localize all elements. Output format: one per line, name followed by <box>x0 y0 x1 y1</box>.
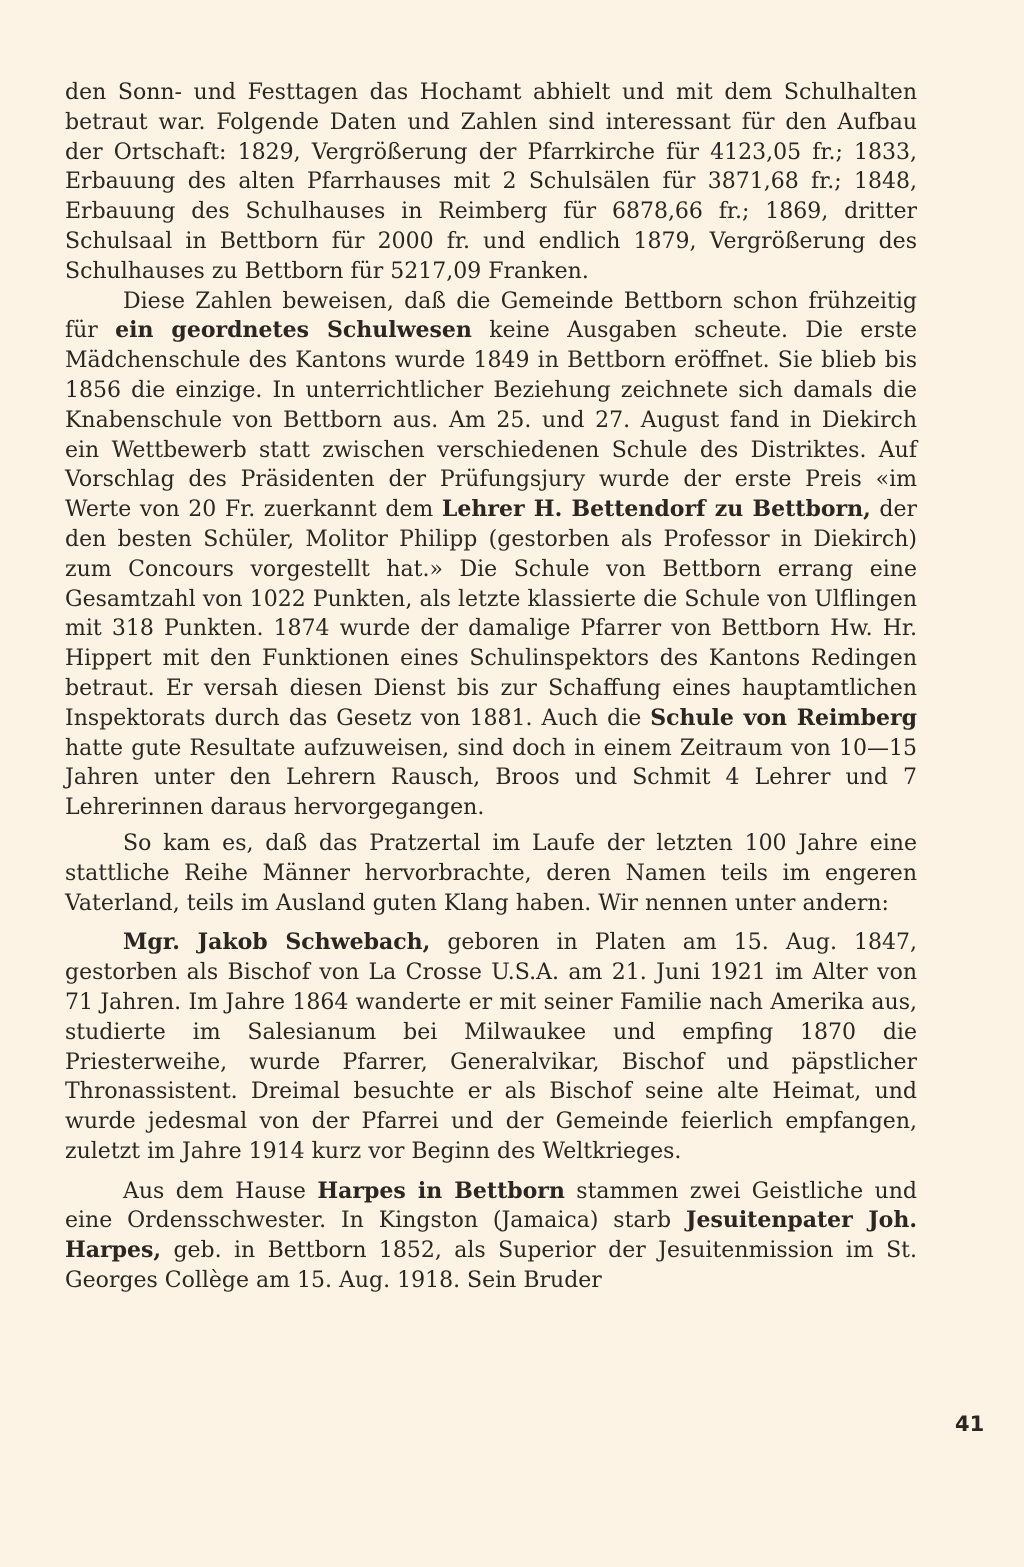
paragraph <box>65 928 917 1166</box>
bold-phrase: Schule von Reimberg <box>650 704 917 731</box>
paragraph <box>65 1177 917 1296</box>
paragraph <box>65 287 917 823</box>
paragraph <box>65 829 917 918</box>
paragraph <box>65 78 917 287</box>
bold-phrase: Lehrer H. Bettendorf zu Bettborn, <box>441 496 871 523</box>
bold-phrase: Harpes in Bettborn <box>317 1177 565 1204</box>
page-number: 41 <box>955 1412 985 1436</box>
paragraph-text: Aus dem Hause <box>123 1178 318 1204</box>
paragraph-text: stammen zwei Geistliche und eine Ordensschwester. In Kingston (Jamaica) starb <box>65 1178 917 1234</box>
bold-phrase: ein geordnetes Schulwesen <box>115 317 472 344</box>
paragraph-text: hatte gute Resultate aufzuweisen, sind doch in einem Zeitraum von 10—15 Jahren unter den Lehrern Rausch, Broos und Schmit 4 Lehrer und 7 Lehrerinnen daraus hervorgegangen. <box>65 735 917 821</box>
paragraph-text: Diese Zahlen beweisen, daß die Gemeinde Bettborn schon frühzeitig für <box>65 288 917 344</box>
paragraph-text: den Sonn- und Festtagen das Hochamt abhielt und mit dem Schulhalten betraut war. Folgende Daten und Zahlen sind interessant für den Aufbau der Ortschaft: 1829, Vergrößerung der Pfarrkirche für 4123,05 fr.; 1833, Erbauung des alten Pfarrhauses mit 2 Schulsälen für 3871,68 fr.; 1848, Erbauung des Schulhauses in Reimberg für 6878,66 fr.; 1869, dritter Schulsaal in Bettborn für 2000 fr. und endlich 1879, Vergrößerung des Schulhauses zu Bettborn für 5217,09 Franken. <box>65 80 917 284</box>
paragraph-text: keine Ausgaben scheute. Die erste Mädchenschule des Kantons wurde 1849 in Bettborn eröffnet. Sie blieb bis 1856 die einzige. In unterrichtlicher Beziehung zeichnete sich damals die Knabenschule von Bettborn aus. Am 25. und 27. August fand in Diekirch ein Wettbewerb statt zwischen verschiedenen Schule des Distriktes. Auf Vorschlag des Präsidenten der Prüfungsjury wurde der erste Preis «im Werte von 20 Fr. zuerkannt dem <box>65 318 917 523</box>
bold-phrase: Jesuitenpater Joh. Harpes, <box>65 1207 917 1264</box>
paragraph-text: geb. in Bettborn 1852, als Superior der Jesuitenmission im St. Georges Collège am 15. Aug. 1918. Sein Bruder <box>65 1238 917 1294</box>
body-text <box>65 78 917 1296</box>
paragraph-text: geboren in Platen am 15. Aug. 1847, gestorben als Bischof von La Crosse U.S.A. am 21. Juni 1921 im Alter von 71 Jahren. Im Jahre 1864 wanderte er mit seiner Familie nach Amerika aus, studierte im Salesianum bei Milwaukee und empfing 1870 die Priesterweihe, wurde Pfarrer, Generalvikar, Bischof und päpstlicher Thronassistent. Dreimal besuchte er als Bischof seine alte Heimat, und wurde jedesmal von der Pfarrei und der Gemeinde feierlich empfangen, zuletzt im Jahre 1914 kurz vor Beginn des Weltkrieges. <box>65 930 917 1164</box>
bold-phrase: Mgr. Jakob Schwebach, <box>123 929 431 956</box>
paragraph-text: der den besten Schüler, Molitor Philipp (gestorben als Professor in Diekirch) zum Concours vorgestellt hat.» Die Schule von Bettborn errang eine Gesamtzahl von 1022 Punkten, als letzte klassierte die Schule von Ulflingen mit 318 Punkten. 1874 wurde der damalige Pfarrer von Bettborn Hw. Hr. Hippert mit den Funktionen eines Schulinspektors des Kantons Redingen betraut. Er versah diesen Dienst bis zur Schaffung eines hauptamtlichen Inspektorats durch das Gesetz von 1881. Auch die <box>65 497 917 731</box>
paragraph-text: So kam es, daß das Pratzertal im Laufe der letzten 100 Jahre eine stattliche Reihe Männer hervorbrachte, deren Namen teils im engeren Vaterland, teils im Ausland guten Klang haben. Wir nennen unter andern: <box>65 830 917 916</box>
